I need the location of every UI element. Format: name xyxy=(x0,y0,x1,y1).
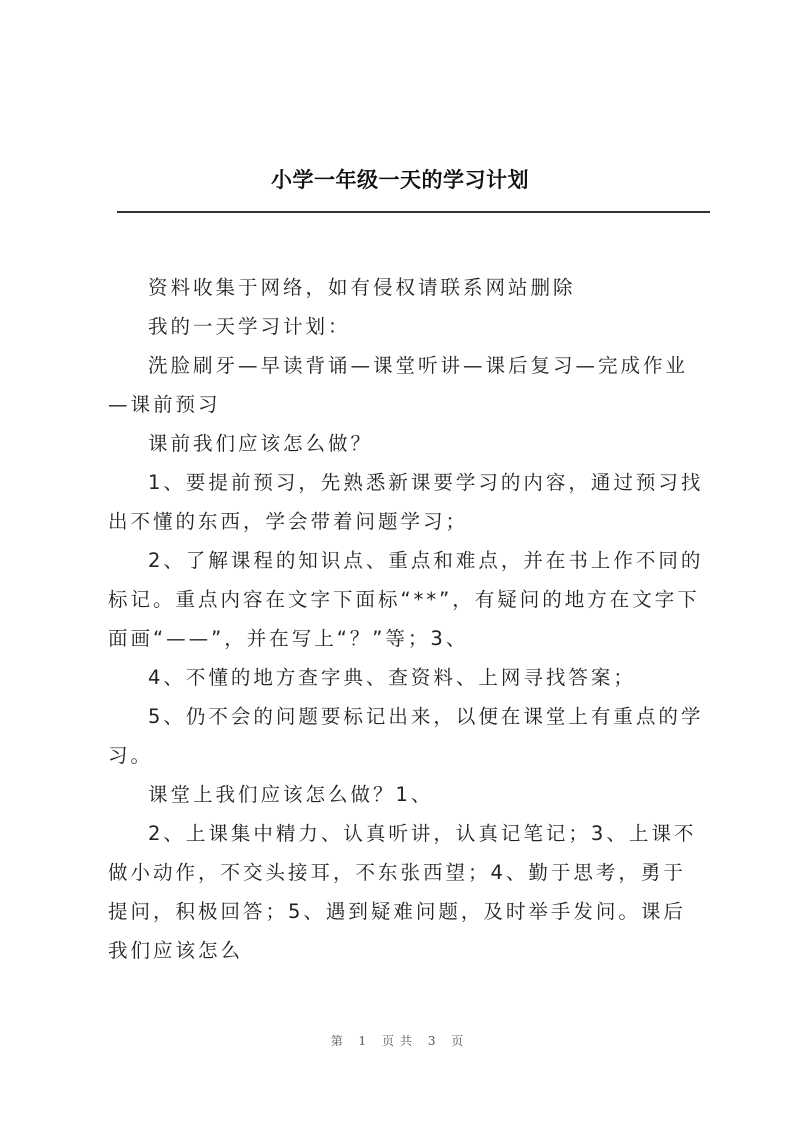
paragraph: 我的一天学习计划： xyxy=(148,315,351,338)
title-divider xyxy=(117,211,710,213)
paragraph: 2、了解课程的知识点、重点和难点，并在书上作不同的标记。重点内容在文字下面标“**”，有疑问的地方在文字下面画“——”，并在写上“？”等；3、 xyxy=(108,549,704,650)
paragraph: 4、不懂的地方查字典、查资料、上网寻找答案； xyxy=(148,666,636,689)
document-body xyxy=(108,268,708,970)
paragraph: 课堂上我们应该怎么做？1、 xyxy=(148,783,434,806)
paragraph: 5、仍不会的问题要标记出来，以便在课堂上有重点的学习。 xyxy=(108,705,704,767)
document-title: 小学一年级一天的学习计划 xyxy=(271,167,529,192)
paragraph: 课前我们应该怎么做？ xyxy=(148,432,374,455)
page-number-footer: 第 1 页共 3 页 xyxy=(330,1034,470,1048)
paragraph: 2、上课集中精力、认真听讲，认真记笔记；3、上课不做小动作，不交头接耳，不东张西望；4、勤于思考，勇于提问，积极回答；5、遇到疑难问题，及时举手发问。课后我们应该怎么 xyxy=(108,822,697,962)
paragraph: 洗脸刷牙—早读背诵—课堂听讲—课后复习—完成作业—课前预习 xyxy=(108,354,689,416)
paragraph: 1、要提前预习，先熟悉新课要学习的内容，通过预习找出不懂的东西，学会带着问题学习； xyxy=(108,471,704,533)
paragraph: 资料收集于网络，如有侵权请联系网站删除 xyxy=(148,276,576,299)
